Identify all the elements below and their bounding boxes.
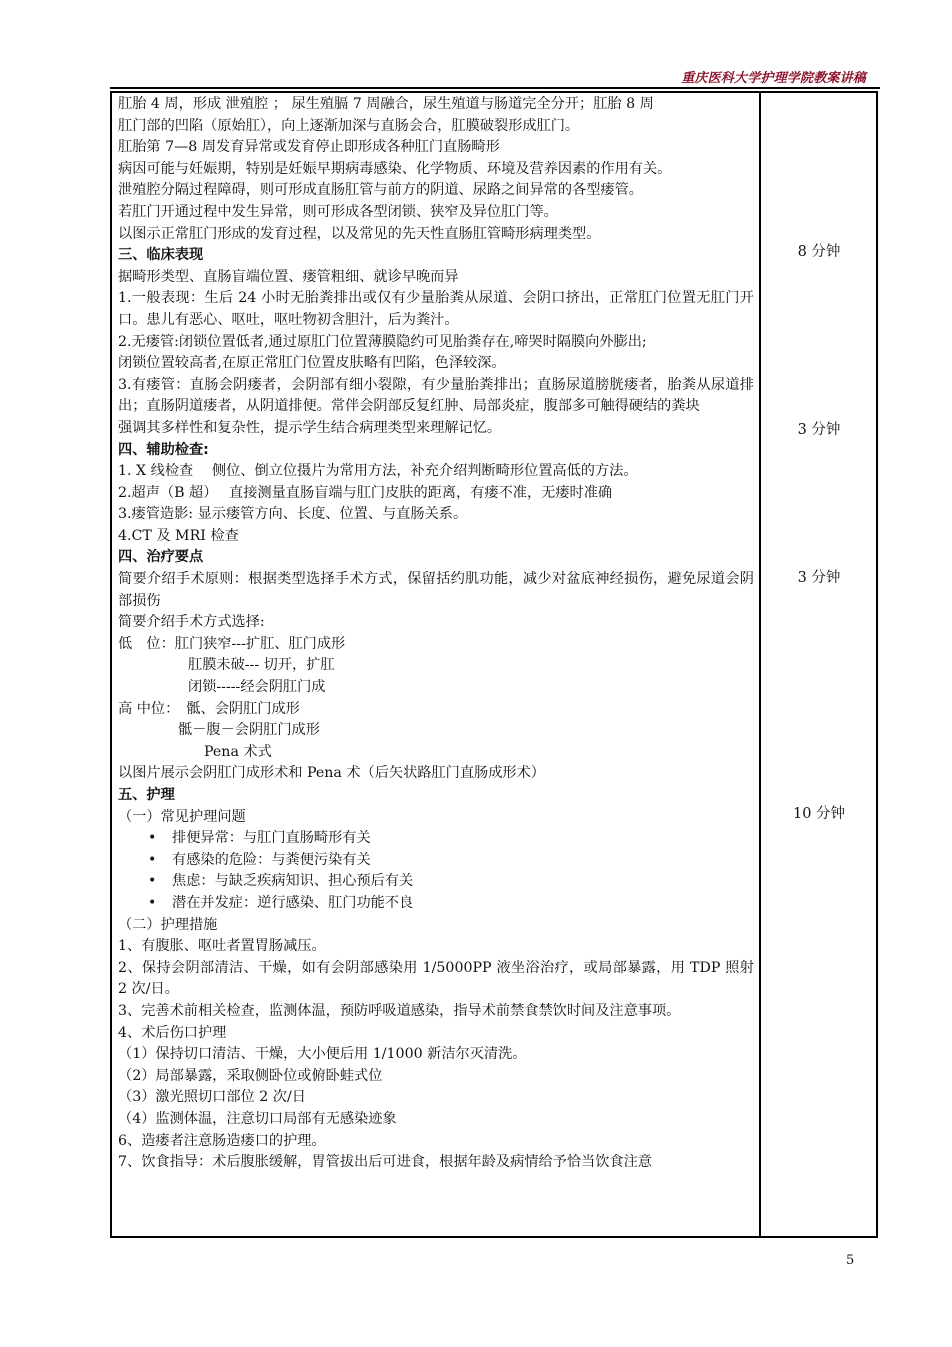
text-line: 据畸形类型、直肠盲端位置、瘘管粗细、就诊早晚而异 [118, 268, 459, 285]
section-heading: 三、临床表现 [118, 247, 204, 264]
text-line: 1. X 线检查 侧位、倒立位摄片为常用方法，补充介绍判断畸形位置高低的方法。 [118, 463, 638, 480]
bullet-text: 潜在并发症：逆行感染、肛门功能不良 [172, 894, 414, 911]
bullet-icon: • [148, 894, 157, 911]
text-line: 7、饮食指导：术后腹胀缓解，胃管拔出后可进食，根据年龄及病情给予恰当饮食注意 [118, 1154, 652, 1171]
text-line: Pena 术式 [204, 743, 272, 760]
section-heading: 五、护理 [118, 787, 175, 803]
bullet-item [118, 850, 754, 872]
text-line: 骶－腹－会阴肛门成形 [178, 722, 320, 739]
text-line: （二）护理措施 [118, 916, 218, 933]
time-allocation: 10 分钟 [792, 806, 846, 822]
section-heading: 四、治疗要点 [118, 549, 204, 566]
page-number: 5 [846, 1253, 855, 1268]
bullet-text: 排便异常：与肛门直肠畸形有关 [172, 830, 371, 847]
column-divider [759, 91, 761, 1238]
time-allocation: 3 分钟 [797, 422, 841, 438]
bullet-icon: • [148, 851, 157, 868]
time-allocation: 3 分钟 [797, 570, 841, 586]
text-line: （2）局部暴露，采取侧卧位或俯卧蛙式位 [118, 1067, 383, 1084]
lesson-content [118, 94, 754, 1174]
text-line: 4.CT 及 MRI 检查 [118, 527, 239, 544]
text-line: 以图示正常肛门形成的发育过程，以及常见的先天性直肠肛管畸形病理类型。 [118, 225, 601, 242]
text-line: 高 中位： 骶、会阴肛门成形 [118, 700, 300, 717]
section-heading: 四、辅助检查: [118, 441, 209, 458]
bullet-item [118, 828, 754, 850]
text-line: 低 位：肛门狭窄---扩肛、肛门成形 [118, 635, 346, 652]
text-line: 闭锁位置较高者,在原正常肛门位置皮肤略有凹陷，色泽较深。 [118, 355, 506, 372]
text-line: 肛胎 4 周，形成 泄殖腔 ； 尿生殖膈 7 周融合，尿生殖道与肠道完全分开；肛胎 8 周 [118, 96, 654, 112]
text-line: 泄殖腔分隔过程障碍，则可形成直肠肛管与前方的阴道、尿路之间异常的各型瘘管。 [118, 182, 643, 199]
text-line: 2.无瘘管:闭锁位置低者,通过原肛门位置薄膜隐约可见胎粪存在,啼哭时隔膜向外膨出; [118, 333, 647, 350]
text-paragraph: 简要介绍手术原则：根据类型选择手术方式，保留括约肌功能，减少对盆底神经损伤，避免尿道会阴部损伤 [118, 571, 754, 609]
text-line: （3）激光照切口部位 2 次/日 [118, 1089, 306, 1106]
text-line: 2.超声（B 超） 直接测量直肠盲端与肛门皮肤的距离，有瘘不准，无瘘时准确 [118, 484, 613, 501]
header-title: 重庆医科大学护理学院教案讲稿 [681, 71, 866, 86]
text-line: 若肛门开通过程中发生异常，则可形成各型闭锁、狭窄及异位肛门等。 [118, 203, 558, 220]
text-line: 简要介绍手术方式选择: [118, 614, 265, 631]
bullet-icon: • [148, 830, 157, 847]
text-line: 闭锁-----经会阴肛门成 [188, 679, 326, 696]
text-line: 3.瘘管造影: 显示瘘管方向、长度、位置、与直肠关系。 [118, 506, 468, 523]
text-paragraph: 3、完善术前相关检查，监测体温，预防呼吸道感染，指导术前禁食禁饮时间及注意事项。 [118, 1002, 681, 1019]
text-line: （1）保持切口清洁、干燥，大小便后用 1/1000 新洁尔灭清洗。 [118, 1046, 527, 1063]
bullet-text: 焦虑：与缺乏疾病知识、担心预后有关 [172, 873, 414, 890]
text-line: 肛门部的凹陷（原始肛），向上逐渐加深与直肠会合，肛膜破裂形成肛门。 [118, 117, 580, 134]
time-allocation: 8 分钟 [797, 244, 841, 260]
text-paragraph: 1.一般表现：生后 24 小时无胎粪排出或仅有少量胎粪从尿道、会阴口挤出，正常肛门位置无肛门开口。患儿有恶心、呕吐，呕吐物初含胆汁，后为粪汁。 [118, 290, 754, 328]
bullet-item [118, 871, 754, 893]
text-line: 病因可能与妊娠期，特别是妊娠早期病毒感染、化学物质、环境及营养因素的作用有关。 [118, 160, 672, 177]
text-line: （一）常见护理问题 [118, 808, 246, 825]
text-line: 肛胎第 7—8 周发育异常或发育停止即形成各种肛门直肠畸形 [118, 139, 500, 156]
text-paragraph: 2、保持会阴部清洁、干燥，如有会阴部感染用 1/5000PP 液坐浴治疗，或局部暴露，用 TDP 照射 2 次/日。 [118, 959, 754, 998]
bullet-text: 有感染的危险：与粪便污染有关 [172, 851, 371, 868]
text-line: 1、有腹胀、呕吐者置胃肠减压。 [118, 938, 326, 955]
text-line: 以图片展示会阴肛门成形术和 Pena 术（后矢状路肛门直肠成形术） [118, 765, 545, 782]
text-paragraph: 3.有瘘管：直肠会阴瘘者，会阴部有细小裂隙，有少量胎粪排出；直肠尿道膀胱瘘者，胎粪从尿道排出；直肠阴道瘘者，从阴道排便。常伴会阴部反复红肿、局部炎症，腹部多可触得硬结的粪块 [118, 376, 754, 415]
text-line: 4、术后伤口护理 [118, 1024, 227, 1041]
text-line: （4）监测体温，注意切口局部有无感染迹象 [118, 1110, 397, 1127]
bullet-icon: • [148, 873, 157, 890]
text-line: 强调其多样性和复杂性，提示学生结合病理类型来理解记忆。 [118, 419, 502, 436]
text-line: 肛膜未破--- 切开，扩肛 [188, 657, 335, 674]
header-rule [110, 87, 880, 89]
text-line: 6、造瘘者注意肠造瘘口的护理。 [118, 1132, 326, 1149]
bullet-item [118, 893, 754, 915]
